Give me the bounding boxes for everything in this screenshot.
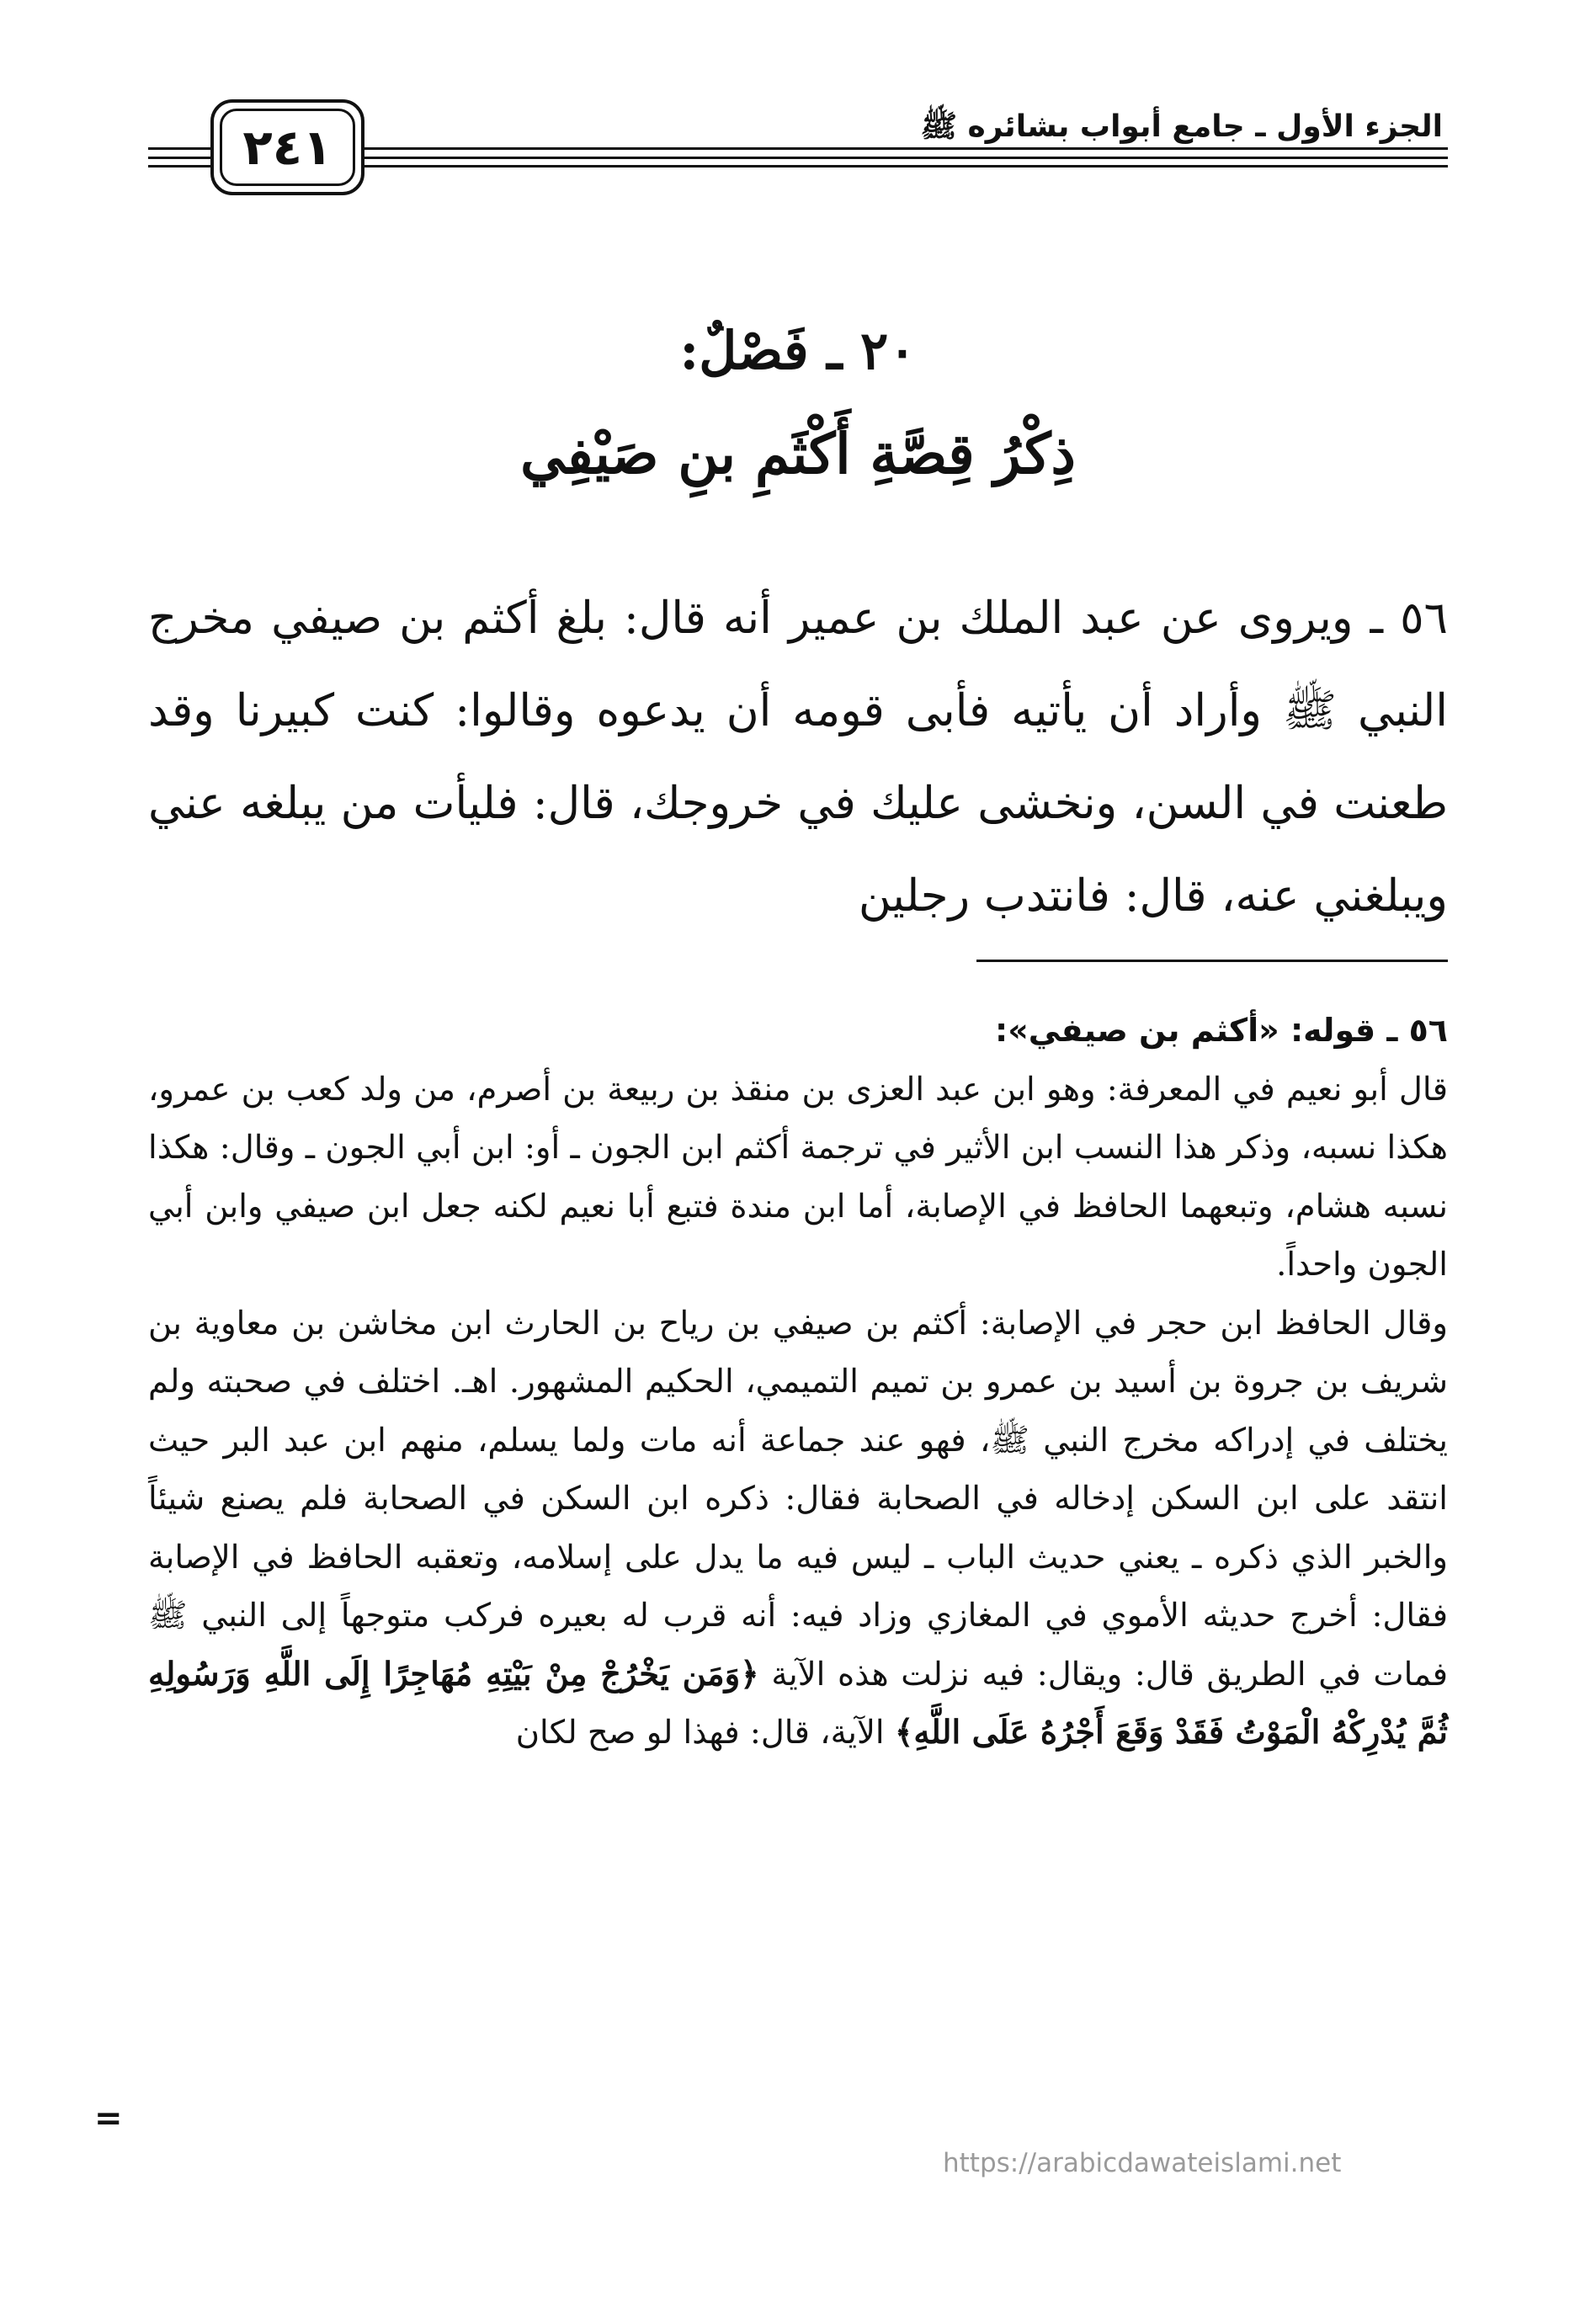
page-number-frame xyxy=(210,99,364,195)
footnote-text: وقال الحافظ ابن حجر في الإصابة: أكثم بن صيفي بن رياح بن الحارث ابن مخاشن بن معاوية بن شريف بن جروة بن أسيد بن عمرو بن تميم التميمي، الحكيم المشهور. اهـ. اختلف في صحبته ولم يختلف في إدراكه مخرج النبي ﷺ، فهو عند جماعة أنه مات ولما يسلم، منهم ابن عبد البر حيث انتقد على ابن السكن إدخاله في الصحابة فقال: ذكره ابن السكن في الصحابة فلم يصنع شيئاً والخبر الذي ذكره ـ يعني حديث الباب ـ ليس فيه ما يدل على إسلامه، وتعقبه الحافظ في الإصابة فقال: أخرج حديثه الأموي في المغازي وزاد فيه: أنه قرب له بعيره فركب متوجهاً إلى النبي ﷺ فمات في الطريق قال: ويقال: فيه نزلت هذه الآية xyxy=(148,1304,1448,1694)
running-title: الجزء الأول ـ جامع أبواب بشائره ﷺ xyxy=(920,109,1443,144)
watermark-url: https://arabicdawateislami.net xyxy=(943,2148,1342,2178)
footnote-heading: ٥٦ ـ قوله: «أكثم بن صيفي»: xyxy=(995,1012,1448,1049)
section-heading: ٢٠ ـ فَصْلٌ: xyxy=(679,320,917,381)
footnotes xyxy=(148,1002,1448,1763)
footnote-separator xyxy=(976,960,1448,962)
footnote-paragraph xyxy=(148,1295,1448,1763)
page-number: ٢٤١ xyxy=(242,119,332,176)
footnote-text: الآية، قال: فهذا لو صح لكان xyxy=(515,1714,895,1752)
quran-verse: ﴿وَمَن يَخْرُجْ مِنْ بَيْتِهِ مُهَاجِرًا إِلَى اللَّهِ وَرَسُولِهِ ثُمَّ يُدْرِكْهُ الْمَوْتُ فَقَدْ وَقَعَ أَجْرُهُ عَلَى اللَّهِ﴾ xyxy=(148,1655,1448,1752)
footnote-paragraph: قال أبو نعيم في المعرفة: وهو ابن عبد العزى بن منقذ بن ربيعة بن أصرم، من ولد كعب بن عمرو، هكذا نسبه، وذكر هذا النسب ابن الأثير في ترجمة أكثم ابن الجون ـ أو: ابن أبي الجون ـ وقال: هكذا نسبه هشام، وتبعهما الحافظ في الإصابة، أما ابن مندة فتبع أبا نعيم لكنه جعل ابن صيفي وابن أبي الجون واحداً. xyxy=(148,1070,1448,1284)
main-paragraph: ٥٦ ـ ويروى عن عبد الملك بن عمير أنه قال: بلغ أكثم بن صيفي مخرج النبي ﷺ وأراد أن يأتيه فأبى قومه أن يدعوه وقالوا: كنت كبيرنا وقد طعنت في السن، ونخشى عليك في خروجك، قال: فليأت من يبلغه عني ويبلغني عنه، قال: فانتدب رجلين xyxy=(148,593,1448,922)
section-subtitle: ذِكْرُ قِصَّةِ أَكْثَمِ بنِ صَيْفِي xyxy=(520,421,1076,487)
continuation-mark: = xyxy=(94,2099,123,2138)
